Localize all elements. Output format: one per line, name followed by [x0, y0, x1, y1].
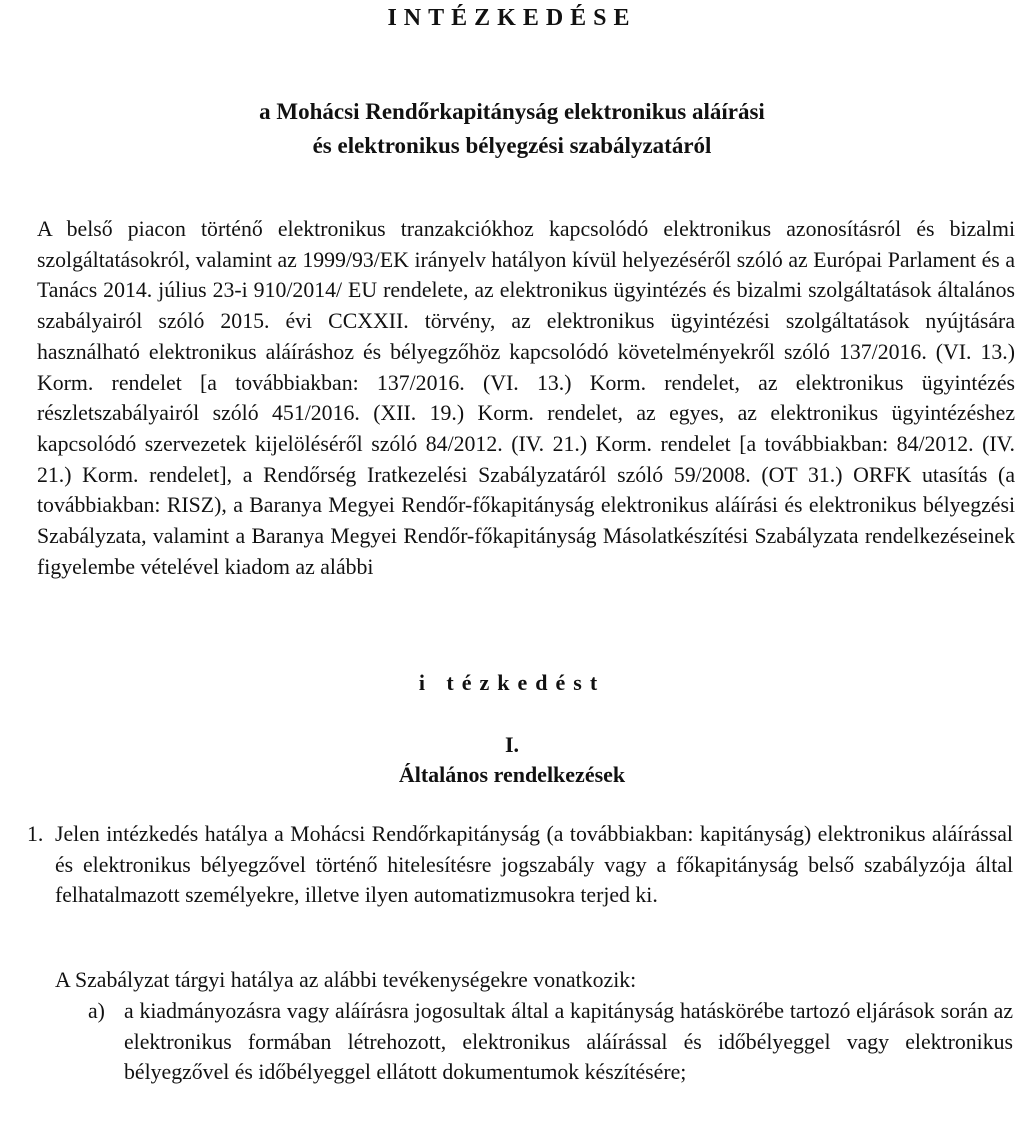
scope-intro: A Szabályzat tárgyi hatálya az alábbi tevékenységekre vonatkozik:: [55, 968, 637, 992]
subtitle-line-1: a Mohácsi Rendőrkapitányság elektronikus aláírási: [259, 99, 765, 124]
sub-item-a-letter: a): [88, 999, 105, 1023]
sub-item-a-text: a kiadmányozásra vagy aláírásra jogosultak által a kapitányság hatáskörébe tartozó eljárások során az elektronikus formában létrehozott, elektronikus aláírással és időbélyeggel vagy elektronikus bélyegzővel és időbélyeggel ellátott dokumentumok készítésére;: [124, 999, 1013, 1085]
section-number: I.: [504, 732, 520, 757]
item-1-number: 1.: [27, 822, 44, 846]
document-title: INTÉZKEDÉSE: [387, 5, 637, 31]
document-subtitle: [0, 95, 1024, 163]
item-1-text: Jelen intézkedés hatálya a Mohácsi Rendőrkapitányság (a továbbiakban: kapitányság) elektronikus aláírással és elektronikus bélyegzővel történő hitelesítésre jogszabály vagy a főkapitányság belső szabályzója által felhatalmazott személyekre, illetve ilyen automatizmusokra terjed ki.: [55, 822, 1013, 908]
subtitle-line-2: és elektronikus bélyegzési szabályzatáról: [312, 133, 712, 158]
section-title: Általános rendelkezések: [398, 762, 626, 787]
decision-heading: i tézkedést: [418, 670, 606, 695]
intro-paragraph: A belső piacon történő elektronikus tranzakciókhoz kapcsolódó elektronikus azonosításról és bizalmi szolgáltatásokról, valamint az 1999/93/EK irányelv hatályon kívül helyezéséről szóló az Európai Parlament és a Tanács 2014. július 23-i 910/2014/ EU rendelete, az elektronikus ügyintézés és bizalmi szolgáltatások általános szabályairól szóló 2015. évi CCXXII. törvény, az elektronikus ügyintézési szolgáltatások nyújtására használható elektronikus aláíráshoz és bélyegzőhöz kapcsolódó követelményekről szóló 137/2016. (VI. 13.) Korm. rendelet [a továbbiakban: 137/2016. (VI. 13.) Korm. rendelet, az elektronikus ügyintézés részletszabályairól szóló 451/2016. (XII. 19.) Korm. rendelet, az egyes, az elektronikus ügyintézéshez kapcsolódó szervezetek kijelöléséről szóló 84/2012. (IV. 21.) Korm. rendelet [a továbbiakban: 84/2012. (IV. 21.) Korm. rendelet], a Rendőrség Iratkezelési Szabályzatáról szóló 59/2008. (OT 31.) ORFK utasítás (a továbbiakban: RISZ), a Baranya Megyei Rendőr-főkapitányság elektronikus aláírási és elektronikus bélyegzési Szabályzata, valamint a Baranya Megyei Rendőr-főkapitányság Másolatkészítési Szabályzata rendelkezéseinek figyelembe vételével kiadom az alábbi: [37, 217, 1015, 579]
